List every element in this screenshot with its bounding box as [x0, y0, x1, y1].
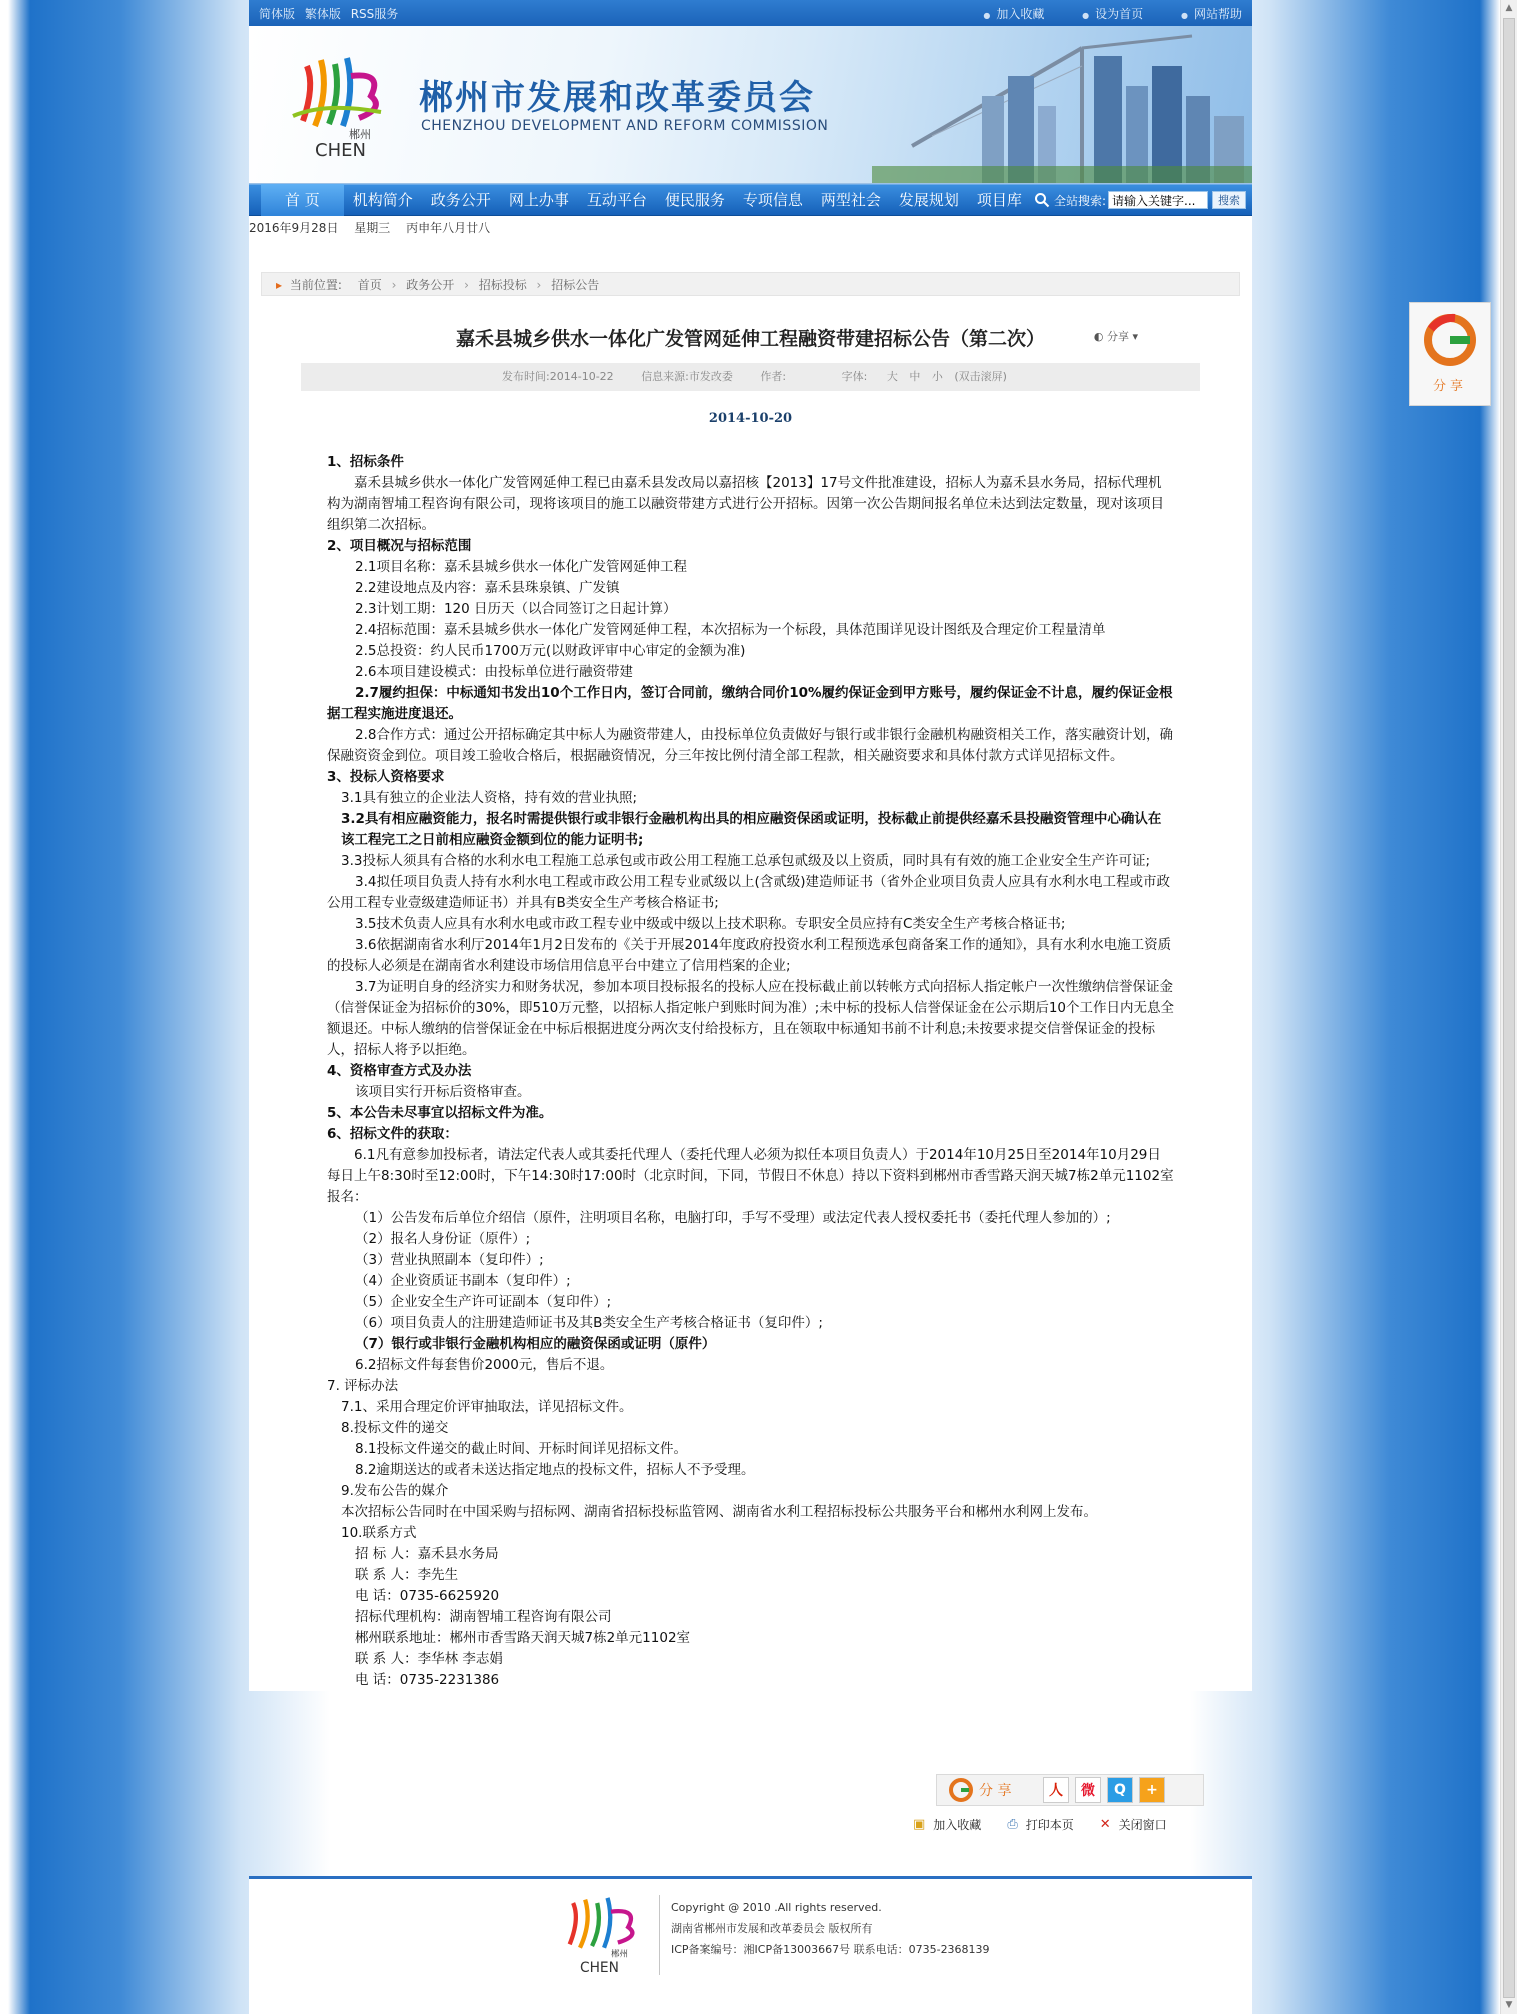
- logo-text-bottom: CHEN: [315, 140, 366, 161]
- content-paragraph: 1、招标条件: [327, 454, 404, 470]
- content-paragraph: 7. 评标办法: [327, 1378, 399, 1394]
- content-paragraph: 10.联系方式: [341, 1525, 417, 1541]
- content-paragraph: 郴州联系地址：郴州市香雪路天润天城7栋2单元1102室: [355, 1630, 691, 1646]
- content-paragraph: 2.4招标范围：嘉禾县城乡供水一体化广发管网延伸工程，本次招标为一个标段，具体范围详见设计图纸及合理定价工程量清单: [355, 622, 1106, 638]
- site-subtitle: CHENZHOU DEVELOPMENT AND REFORM COMMISSION: [421, 118, 829, 134]
- page: [249, 0, 1252, 1976]
- font-small-button[interactable]: 小: [931, 370, 943, 383]
- font-large-button[interactable]: 大: [886, 370, 898, 383]
- content-paragraph: 4、资格审查方式及办法: [327, 1063, 472, 1079]
- article-meta: [301, 363, 1200, 391]
- tencent-weibo-share-icon[interactable]: Q: [1107, 1777, 1133, 1803]
- content-paragraph: （5）企业安全生产许可证副本（复印件）;: [355, 1294, 612, 1310]
- content-paragraph: 2.8合作方式：通过公开招标确定其中标人为融资带建人，由投标单位负责做好与银行或非银行金融机构融资相关工作，落实融资计划，确保融资资金到位。项目竣工验收合格后，根据融资情况，分三年按比例付清全部工程款，相关融资要求和具体付款方式详见招标文件。: [327, 727, 1173, 764]
- content-paragraph: 9.发布公告的媒介: [341, 1483, 449, 1499]
- scroll-down-icon[interactable]: ▼: [1505, 2000, 1513, 2010]
- nav-special-info[interactable]: 专项信息: [742, 191, 803, 209]
- top-links-right: [949, 5, 1242, 22]
- weibo-share-icon[interactable]: 微: [1075, 1777, 1101, 1803]
- content-paragraph: （3）营业执照副本（复印件）;: [355, 1252, 544, 1268]
- author: 作者:: [760, 370, 787, 383]
- article-content: [327, 452, 1174, 1691]
- footer-logo-text-bottom: CHEN: [580, 1959, 619, 1976]
- nav-project-library[interactable]: 项目库: [976, 191, 1022, 209]
- content-paragraph: 2.2建设地点及内容：嘉禾县珠泉镇、广发镇: [355, 580, 620, 596]
- page-actions: [913, 1816, 1193, 1833]
- content-paragraph: （2）报名人身份证（原件）;: [355, 1231, 531, 1247]
- content-paragraph: 8.1投标文件递交的截止时间、开标时间详见招标文件。: [355, 1441, 687, 1457]
- nav-public-services[interactable]: 便民服务: [664, 191, 725, 209]
- content-paragraph: 6、招标文件的获取：: [327, 1126, 458, 1142]
- site-logo[interactable]: [285, 46, 395, 166]
- article-date: 2014-10-20: [708, 411, 793, 426]
- search-input[interactable]: [1108, 191, 1208, 209]
- nav-two-type-society[interactable]: 两型社会: [820, 191, 881, 209]
- footer: [249, 1876, 1252, 2014]
- add-favorite-link[interactable]: ● 加入收藏: [983, 7, 1044, 21]
- content-paragraph: 5、本公告未尽事宜以招标文件为准。: [327, 1105, 553, 1121]
- content-paragraph: 2.6本项目建设模式：由投标单位进行融资带建: [355, 664, 633, 680]
- share-small-label: 分享: [1106, 330, 1129, 343]
- publish-time: 发布时间:2014-10-22: [502, 370, 614, 383]
- content-paragraph: 嘉禾县城乡供水一体化广发管网延伸工程已由嘉禾县发改局以嘉招核【2013】17号文件批准建设，招标人为嘉禾县水务局，招标代理机构为湖南智埔工程咨询有限公司，现将该项目的施工以融资带建方式进行公开招标。因第一次公告期间报名单位未达到法定数量，现对该项目组织第二次招标。: [327, 475, 1164, 533]
- breadcrumb-separator-icon: ›: [391, 278, 397, 292]
- location-pin-icon: ▸: [276, 278, 283, 292]
- main-nav: [249, 184, 1252, 216]
- article: [249, 324, 1252, 1691]
- current-date: 2016年9月28日: [249, 221, 339, 235]
- content-paragraph: 3.3投标人须具有合格的水利水电工程施工总承包或市政公用工程施工总承包贰级及以上资质，同时具有有效的施工企业安全生产许可证;: [341, 853, 1151, 869]
- content-paragraph: 8.投标文件的递交: [341, 1420, 449, 1436]
- owner: 湖南省郴州市发展和改革委员会 版权所有: [671, 1922, 873, 1935]
- font-size-label: 字体:: [841, 370, 868, 383]
- content-paragraph: 3.5技术负责人应具有水利水电或市政工程专业中级或中级以上技术职称。专职安全员应持有C类安全生产考核合格证书;: [355, 916, 1066, 932]
- set-homepage-link[interactable]: ● 设为首页: [1082, 7, 1143, 21]
- add-favorite-label: 加入收藏: [933, 1818, 982, 1832]
- breadcrumb-bid-notice[interactable]: 招标公告: [551, 278, 600, 292]
- lunar-date: 丙申年八月廿八: [406, 221, 491, 235]
- simplified-link[interactable]: 简体版: [259, 6, 296, 21]
- content-paragraph: 电 话：0735-2231386: [355, 1672, 500, 1688]
- content-paragraph: 3.2具有相应融资能力，报名时需提供银行或非银行金融机构出具的相应融资保函或证明，投标截止前提供经嘉禾县投融资管理中心确认在该工程完工之日前相应融资金额到位的能力证明书;: [341, 811, 1162, 848]
- content-paragraph: 3、投标人资格要求: [327, 769, 445, 785]
- site-search: [1034, 191, 1252, 209]
- footer-logo-text-top: 郴州: [610, 1949, 629, 1960]
- content-paragraph: （1）公告发布后单位介绍信（原件，注明项目名称，电脑打印，手写不受理）或法定代表人授权委托书（委托代理人参加的）;: [355, 1210, 1111, 1226]
- date-bar: [249, 216, 1252, 240]
- renren-share-icon[interactable]: 人: [1043, 1777, 1069, 1803]
- share-bar: [936, 1774, 1204, 1806]
- nav-online-services[interactable]: 网上办事: [508, 191, 569, 209]
- search-label: 全站搜索:: [1053, 193, 1106, 208]
- content-paragraph: 7.1、采用合理定价评审抽取法，详见招标文件。: [341, 1399, 633, 1415]
- search-icon: [1034, 192, 1050, 208]
- icp-record: ICP备案编号：湘ICP备13003667号 联系电话：0735-2368139: [671, 1943, 990, 1956]
- double-click-scroll-hint: (双击滚屏): [954, 370, 1007, 383]
- footer-text: [671, 1897, 990, 1960]
- close-window-action[interactable]: [1100, 1816, 1167, 1833]
- share-label[interactable]: 分 享: [979, 1783, 1012, 1799]
- breadcrumb-home[interactable]: 首页: [357, 278, 382, 292]
- traditional-link[interactable]: 繁体版: [304, 6, 341, 21]
- current-weekday: 星期三: [354, 221, 391, 235]
- print-label: 打印本页: [1025, 1818, 1074, 1832]
- info-source: 信息来源:市发改委: [641, 370, 733, 383]
- breadcrumb-bidding[interactable]: 招标投标: [478, 278, 527, 292]
- content-paragraph: 电 话：0735-6625920: [355, 1588, 500, 1604]
- close-icon: ✕: [1099, 1817, 1111, 1832]
- scrollbar-thumb[interactable]: [1503, 18, 1515, 1998]
- more-share-icon[interactable]: +: [1139, 1777, 1165, 1803]
- logo-text-top: 郴州: [349, 128, 371, 141]
- content-paragraph: 2.1项目名称：嘉禾县城乡供水一体化广发管网延伸工程: [355, 559, 687, 575]
- content-paragraph: 3.1具有独立的企业法人资格，持有效的营业执照;: [341, 790, 638, 806]
- article-title: [301, 324, 1200, 351]
- footer-divider: [659, 1895, 660, 1975]
- content-paragraph: 招标代理机构：湖南智埔工程咨询有限公司: [355, 1609, 612, 1625]
- city-skyline-illustration: [872, 26, 1252, 184]
- chevron-down-icon: ▾: [1132, 330, 1138, 343]
- nav-about[interactable]: 机构简介: [352, 191, 413, 209]
- vertical-scrollbar[interactable]: [1500, 0, 1517, 2014]
- share-logo-icon[interactable]: [949, 1778, 973, 1802]
- folder-icon: ▣: [913, 1817, 926, 1832]
- nav-development-planning[interactable]: 发展规划: [898, 191, 959, 209]
- content-paragraph: 8.2逾期送达的或者未送达指定地点的投标文件，招标人不予受理。: [355, 1462, 755, 1478]
- content-paragraph: （6）项目负责人的注册建造师证书及其B类安全生产考核合格证书（复印件）;: [355, 1315, 823, 1331]
- floating-share-label: 分享: [1432, 379, 1467, 394]
- site-title: 郴州市发展和改革委员会: [419, 78, 815, 118]
- content-paragraph: 3.4拟任项目负责人持有水利水电工程或市政公用工程专业贰级以上(含贰级)建造师证书（省外企业项目负责人应具有水利水电工程或市政公用工程专业壹级建造师证书）并具有B类安全生产考核合格证书;: [327, 874, 1171, 911]
- share-icon: ◐: [1093, 330, 1104, 343]
- footer-logo: [554, 1891, 649, 1977]
- content-paragraph: 3.7为证明自身的经济实力和财务状况，参加本项目投标报名的投标人应在投标截止前以转帐方式向招标人指定帐户一次性缴纳信誉保证金（信誉保证金为招标价的30%，即510万元整，以招标人指定帐户到账时间为准）;未中标的投标人信誉保证金在公示期后10个工作日内无息全额退还。中标人缴纳的信誉保证金在中标后根据进度分两次支付给投标方，且在领取中标通知书前不计利息;未按要求提交信誉保证金的投标人，招标人将予以拒绝。: [327, 979, 1174, 1058]
- nav-government-affairs[interactable]: 政务公开: [430, 191, 491, 209]
- search-button[interactable]: 搜索: [1212, 191, 1246, 209]
- breadcrumb-gov-affairs[interactable]: 政务公开: [406, 278, 455, 292]
- content-paragraph: （4）企业资质证书副本（复印件）;: [355, 1273, 571, 1289]
- close-window-label: 关闭窗口: [1118, 1818, 1167, 1832]
- floating-share-widget[interactable]: [1409, 302, 1491, 406]
- article-title-text: 嘉禾县城乡供水一体化广发管网延伸工程融资带建招标公告（第二次）: [455, 328, 1045, 350]
- content-paragraph: 6.2招标文件每套售价2000元，售后不退。: [355, 1357, 614, 1373]
- content-paragraph: 3.6依据湖南省水利厅2014年1月2日发布的《关于开展2014年度政府投资水利工程预选承包商备案工作的通知》，具有水利水电施工资质的投标人必须是在湖南省水利建设市场信用信息平台中建立了信用档案的企业;: [327, 937, 1172, 974]
- content-paragraph: 招 标 人：嘉禾县水务局: [355, 1546, 499, 1562]
- top-links-left: [259, 5, 404, 22]
- font-medium-button[interactable]: 中: [909, 370, 921, 383]
- breadcrumb-label: 当前位置:: [289, 278, 342, 292]
- printer-icon: ⎙: [1007, 1817, 1018, 1832]
- top-bar: [249, 0, 1252, 26]
- share-logo-icon: [1421, 311, 1479, 369]
- print-action[interactable]: [1007, 1816, 1073, 1833]
- scroll-up-icon[interactable]: ▲: [1505, 3, 1513, 13]
- add-favorite-action[interactable]: [913, 1816, 981, 1833]
- site-help-link[interactable]: ● 网站帮助: [1181, 7, 1242, 21]
- content-paragraph: 2、项目概况与招标范围: [327, 538, 472, 554]
- nav-home[interactable]: 首 页: [261, 184, 344, 216]
- content-paragraph: 2.3计划工期：120 日历天（以合同签订之日起计算）: [355, 601, 677, 617]
- breadcrumb: [261, 272, 1240, 296]
- content-paragraph: 2.5总投资：约人民币1700万元(以财政评审中心审定的金额为准): [355, 643, 746, 659]
- content-paragraph: 6.1凡有意参加投标者，请法定代表人或其委托代理人（委托代理人必须为拟任本项目负责人）于2014年10月25日至2014年10月29日每日上午8:30时至12:00时，下午14:30时17:00时（北京时间，下同，节假日不休息）持以下资料到郴州市香雪路天润天城7栋2单元1102室报名：: [327, 1147, 1174, 1205]
- header-banner: [249, 26, 1252, 184]
- breadcrumb-separator-icon: ›: [464, 278, 469, 292]
- content-paragraph: 联 系 人：李先生: [355, 1567, 459, 1583]
- breadcrumb-separator-icon: ›: [536, 278, 542, 292]
- nav-interaction[interactable]: 互动平台: [586, 191, 647, 209]
- rss-link[interactable]: RSS服务: [350, 6, 399, 21]
- content-paragraph: 联 系 人：李华林 李志娟: [355, 1651, 503, 1667]
- content-paragraph: （7）银行或非银行金融机构相应的融资保函或证明（原件）: [355, 1336, 716, 1352]
- share-dropdown[interactable]: [1094, 328, 1138, 344]
- content-paragraph: 2.7履约担保：中标通知书发出10个工作日内，签订合同前，缴纳合同价10%履约保证金到甲方账号，履约保证金不计息，履约保证金根据工程实施进度退还。: [327, 685, 1173, 722]
- copyright: Copyright @ 2010 .All rights reserved.: [671, 1901, 882, 1914]
- content-paragraph: 本次招标公告同时在中国采购与招标网、湖南省招标投标监管网、湖南省水利工程招标投标公共服务平台和郴州水利网上发布。: [341, 1504, 1097, 1520]
- content-paragraph: 该项目实行开标后资格审查。: [355, 1084, 531, 1100]
